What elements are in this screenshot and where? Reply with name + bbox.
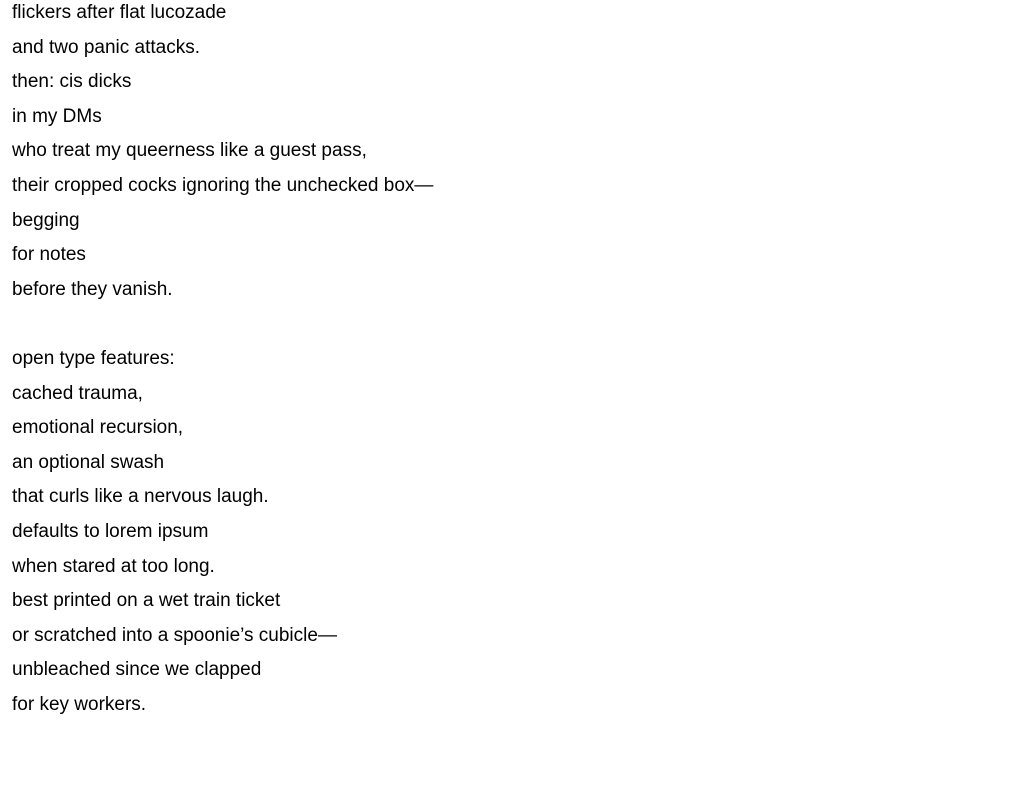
stanza-break <box>12 311 433 346</box>
poem-line: defaults to lorem ipsum <box>12 520 209 542</box>
poem-line: flickers after flat lucozade <box>12 2 227 23</box>
stanza-1 <box>12 0 433 311</box>
stanza-2 <box>12 346 433 727</box>
poem-line: that curls like a nervous laugh. <box>12 486 269 508</box>
poem-line: then: cis dicks <box>12 71 132 93</box>
poem-line: open type features: <box>12 347 175 369</box>
poem-line: in my DMs <box>12 105 102 127</box>
poem-line: who treat my queerness like a guest pass, <box>12 140 367 162</box>
poem-line: their cropped cocks ignoring the unchecked box— <box>12 174 434 196</box>
poem-line: for key workers. <box>12 693 147 715</box>
poem-line: before they vanish. <box>12 278 173 300</box>
poem-line: emotional recursion, <box>12 417 184 439</box>
poem-line: an optional swash <box>12 451 165 473</box>
poem-line: when stared at too long. <box>12 555 215 577</box>
poem-line: best printed on a wet train ticket <box>12 590 281 612</box>
poem-line: unbleached since we clapped <box>12 659 262 681</box>
poem-line: cached trauma, <box>12 382 143 404</box>
poem-line: and two panic attacks. <box>12 36 200 58</box>
poem-line: for notes <box>12 244 86 266</box>
poem-text <box>12 0 433 726</box>
poem-line: or scratched into a spoonie’s cubicle— <box>12 624 337 646</box>
poem-line: begging <box>12 209 80 231</box>
